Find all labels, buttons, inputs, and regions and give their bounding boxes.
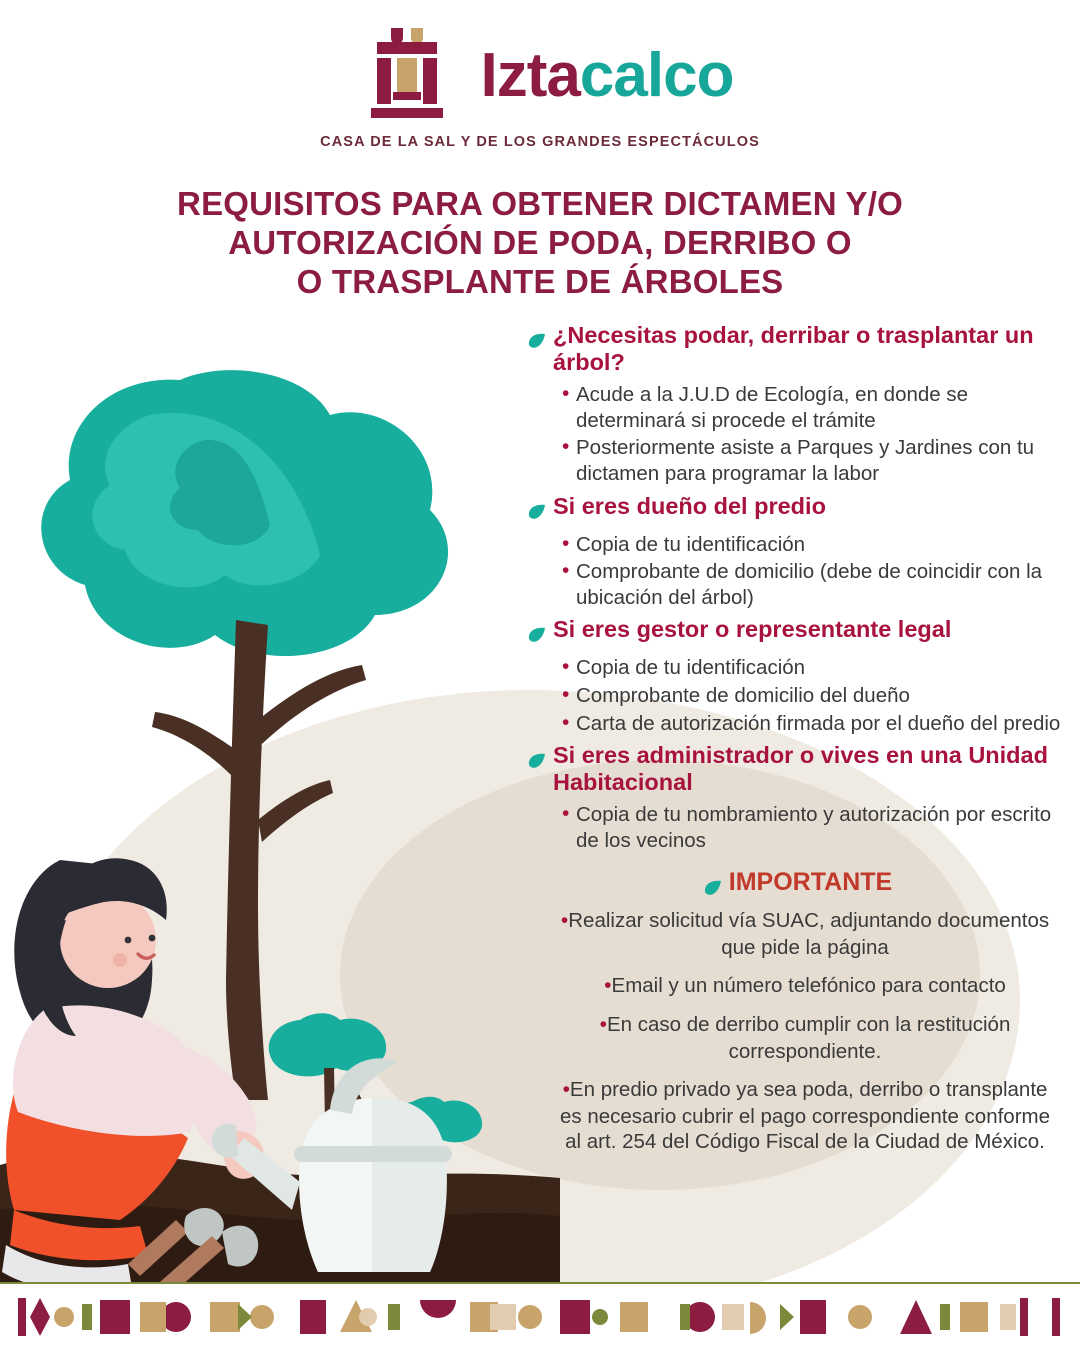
list-item-text: En caso de derribo cumplir con la restitución correspondiente. bbox=[606, 1013, 1011, 1063]
section-administrator bbox=[528, 742, 1068, 853]
section-heading-text: Si eres gestor o representante legal bbox=[553, 616, 952, 643]
list-item: • Carta de autorización firmada por el dueño del predio bbox=[562, 711, 1068, 737]
list-item bbox=[546, 1012, 1064, 1064]
brand-header bbox=[0, 22, 1080, 150]
list-item: • Acude a la J.U.D de Ecología, en donde se determinará si procede el trámite bbox=[562, 382, 1068, 433]
list-item-text: Email y un número telefónico para contacto bbox=[611, 974, 1006, 998]
decorative-pattern-band bbox=[0, 1282, 1080, 1350]
list-item-text: Realizar solicitud vía SUAC, adjuntando documentos que pide la página bbox=[568, 909, 1050, 959]
leaf-icon bbox=[528, 748, 546, 775]
list-item: • Copia de tu nombramiento y autorización por escrito de los vecinos bbox=[562, 802, 1068, 853]
section-heading-text: Si eres dueño del predio bbox=[553, 492, 826, 519]
list-item: • Posteriormente asiste a Parques y Jardines con tu dictamen para programar la labor bbox=[562, 435, 1068, 486]
section-heading bbox=[528, 742, 1068, 796]
page-title-line-2: AUTORIZACIÓN DE PODA, DERRIBO O bbox=[228, 223, 852, 261]
leaf-icon bbox=[528, 328, 546, 355]
section-owner bbox=[528, 493, 1068, 611]
list-item bbox=[546, 1077, 1064, 1155]
bullet-dot: • bbox=[604, 974, 612, 998]
leaf-icon bbox=[704, 874, 722, 903]
logo-tagline: CASA DE LA SAL Y DE LOS GRANDES ESPECTÁCULOS bbox=[320, 134, 760, 150]
list-item: • Comprobante de domicilio (debe de coincidir con la ubicación del árbol) bbox=[562, 559, 1068, 610]
page-title-line-1: REQUISITOS PARA OBTENER DICTAMEN Y/O bbox=[177, 185, 903, 222]
section-heading bbox=[528, 493, 1068, 526]
list-item: • Comprobante de domicilio del dueño bbox=[562, 683, 1068, 709]
bullet-dot: • bbox=[599, 1013, 607, 1037]
woman-planting-tree-illustration bbox=[0, 320, 560, 1320]
logo-word-part1: Izta bbox=[480, 41, 580, 110]
list-item bbox=[546, 908, 1064, 960]
section-important bbox=[528, 868, 1068, 1155]
logo-wordmark bbox=[480, 41, 734, 110]
list-item: • Copia de tu identificación bbox=[562, 532, 1068, 558]
bullet-dot: • bbox=[560, 909, 569, 933]
important-heading-text: IMPORTANTE bbox=[728, 867, 893, 896]
important-bullets bbox=[528, 908, 1068, 1155]
section-bullets bbox=[528, 382, 1068, 487]
section-heading bbox=[528, 322, 1068, 376]
page-title bbox=[0, 185, 1080, 302]
leaf-icon bbox=[528, 499, 546, 526]
page-title-line-3: O TRASPLANTE DE ÁRBOLES bbox=[296, 262, 784, 300]
section-heading-text: Si eres administrador o vives en una Unidad Habitacional bbox=[553, 742, 1048, 796]
section-heading bbox=[528, 616, 1068, 649]
requirements-content bbox=[528, 322, 1068, 1168]
list-item bbox=[546, 973, 1064, 999]
important-heading bbox=[528, 868, 1068, 903]
logo-word-part2: calco bbox=[579, 41, 734, 110]
iztacalco-monument-icon bbox=[347, 22, 467, 130]
list-item: • Copia de tu identificación bbox=[562, 655, 1068, 681]
list-item-text: En predio privado ya sea poda, derribo o transplante es necesario cubrir el pago correspondiente conforme al art. 254 del Código Fiscal de la Ciudad de México. bbox=[560, 1078, 1050, 1154]
leaf-icon bbox=[528, 622, 546, 649]
section-legal-representative bbox=[528, 616, 1068, 736]
section-need-prune bbox=[528, 322, 1068, 487]
section-bullets bbox=[528, 655, 1068, 736]
bullet-dot: • bbox=[562, 1078, 570, 1102]
section-bullets bbox=[528, 532, 1068, 611]
section-bullets bbox=[528, 802, 1068, 853]
section-heading-text: ¿Necesitas podar, derribar o trasplantar un árbol? bbox=[553, 322, 1034, 376]
iztacalco-logo bbox=[320, 22, 760, 150]
